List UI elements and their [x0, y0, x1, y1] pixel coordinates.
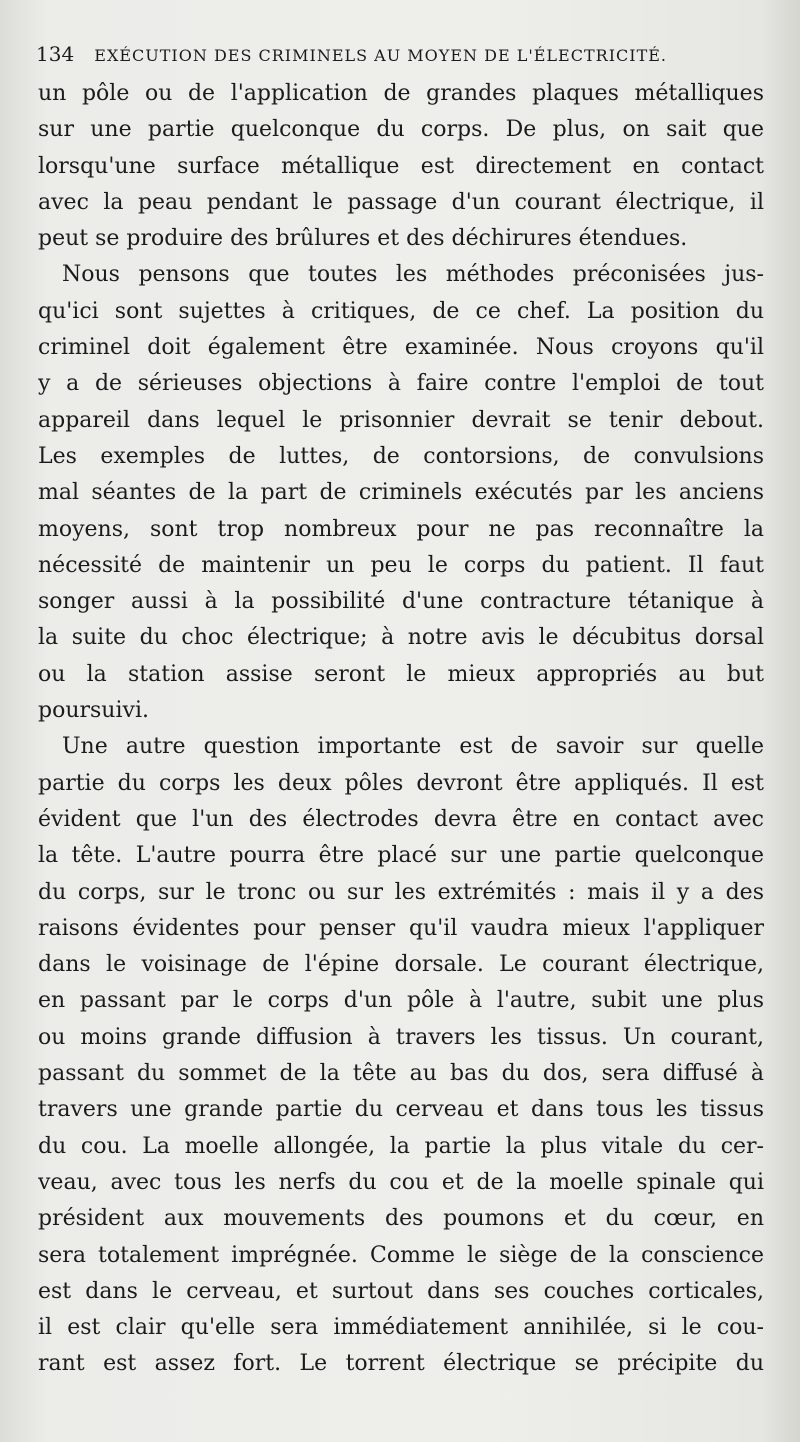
text-line: il est clair qu'elle sera immédiatement annihilée, si le cou-	[38, 1315, 764, 1341]
text-line: peut se produire des brûlures et des déchirures étendues.	[38, 226, 688, 252]
text-line: criminel doit également être examinée. Nous croyons qu'il	[38, 335, 764, 361]
text-line: passant du sommet de la tête au bas du dos, sera diffusé à	[38, 1061, 764, 1087]
text-line: la suite du choc électrique; à notre avis le décubitus dorsal	[38, 625, 764, 651]
text-line: rant est assez fort. Le torrent électrique se précipite du	[38, 1351, 764, 1377]
text-line: moyens, sont trop nombreux pour ne pas reconnaître la	[38, 516, 764, 542]
text-line: partie du corps les deux pôles devront être appliqués. Il est	[38, 770, 764, 796]
text-line: dans le voisinage de l'épine dorsale. Le courant électrique,	[38, 952, 764, 978]
text-line: poursuivi.	[38, 698, 149, 724]
text-line: du cou. La moelle allongée, la partie la plus vitale du cer-	[38, 1133, 764, 1159]
paragraph-first-line: Nous pensons que toutes les méthodes préconisées jus-	[62, 262, 764, 288]
text-line: la tête. L'autre pourra être placé sur une partie quelconque	[38, 843, 764, 869]
text-line: veau, avec tous les nerfs du cou et de la moelle spinale qui	[38, 1169, 764, 1195]
page-number: 134	[36, 42, 75, 66]
text-line: lorsqu'une surface métallique est directement en contact	[38, 153, 764, 179]
text-line: sera totalement imprégnée. Comme le siège de la conscience	[38, 1242, 764, 1268]
running-title: EXÉCUTION DES CRIMINELS AU MOYEN DE L'ÉLECTRICITÉ.	[94, 46, 668, 65]
text-line: travers une grande partie du cerveau et dans tous les tissus	[38, 1097, 764, 1123]
text-line: évident que l'un des électrodes devra être en contact avec	[38, 806, 764, 832]
text-line: mal séantes de la part de criminels exécutés par les anciens	[38, 480, 764, 506]
running-header	[36, 34, 766, 74]
text-line: y a de sérieuses objections à faire contre l'emploi de tout	[38, 371, 764, 397]
text-line: avec la peau pendant le passage d'un courant électrique, il	[38, 189, 764, 215]
text-line: en passant par le corps d'un pôle à l'autre, subit une plus	[38, 988, 764, 1014]
text-line: ou la station assise seront le mieux appropriés au but	[38, 661, 764, 687]
text-line: Les exemples de luttes, de contorsions, de convulsions	[38, 443, 764, 469]
text-line: sur une partie quelconque du corps. De plus, on sait que	[38, 117, 764, 143]
paragraph-first-line: Une autre question importante est de savoir sur quelle	[62, 734, 764, 760]
text-line: est dans le cerveau, et surtout dans ses couches corticales,	[38, 1278, 764, 1304]
text-line: ou moins grande diffusion à travers les tissus. Un courant,	[38, 1024, 764, 1050]
text-line: un pôle ou de l'application de grandes plaques métalliques	[38, 81, 764, 106]
text-line: président aux mouvements des poumons et du cœur, en	[38, 1206, 764, 1232]
text-line: appareil dans lequel le prisonnier devrait se tenir debout.	[38, 407, 764, 433]
text-line: nécessité de maintenir un peu le corps du patient. Il faut	[38, 552, 764, 578]
text-line: raisons évidentes pour penser qu'il vaudra mieux l'appliquer	[38, 915, 764, 941]
text-line: songer aussi à la possibilité d'une contracture tétanique à	[38, 589, 764, 615]
text-line: du corps, sur le tronc ou sur les extrémités : mais il y a des	[38, 879, 764, 905]
body-text	[38, 76, 764, 1383]
text-line: qu'ici sont sujettes à critiques, de ce chef. La position du	[38, 298, 764, 324]
